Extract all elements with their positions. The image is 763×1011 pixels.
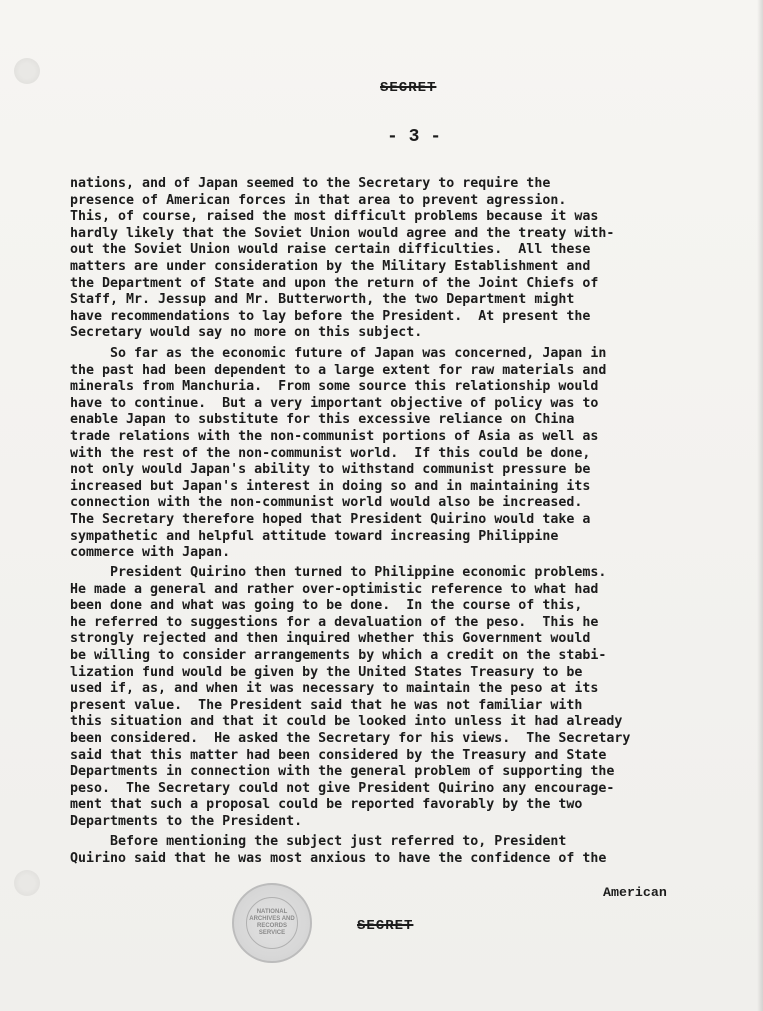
page-number: - 3 - bbox=[387, 127, 442, 147]
archives-stamp-text: NATIONAL ARCHIVES AND RECORDS SERVICE bbox=[246, 897, 298, 949]
classification-bottom: SECRET bbox=[357, 918, 414, 934]
paragraph-2: So far as the economic future of Japan was concerned, Japan in the past had been dependent to a large extent for raw materials and minerals from Manchuria. From some source this relationship would have to continue. But a very important objective of policy was to enable Japan to substitute for this excessive reliance on China trade relations with the non-communist portions of Asia as well as with the rest of the non-communist world. If this could be done, not only would Japan's ability to withstand communist pressure be increased but Japan's interest in doing so and in maintaining its connection with the non-communist world would also be increased. The Secretary therefore hoped that President Quirino would take a sympathetic and helpful attitude toward increasing Philippine commerce with Japan. bbox=[70, 346, 607, 561]
paragraph-3: President Quirino then turned to Philippine economic problems. He made a general and rather over-optimistic reference to what had been done and what was going to be done. In the course of this, he referred to suggestions for a devaluation of the peso. This he strongly rejected and then inquired whether this Government would be willing to consider arrangements by which a credit on the stabi- lization fund would be given by the United States Treasury to be used if, as, and when it was necessary to maintain the peso at its present value. The President said that he was not familiar with this situation and that it could be looked into unless it had already been considered. He asked the Secretary for his views. The Secretary said that this matter had been considered by the Treasury and State Departments in connection with the general problem of supporting the peso. The Secretary could not give President Quirino any encourage- ment that such a proposal could be reported favorably by the two Departments to the President. bbox=[70, 565, 631, 829]
archives-stamp bbox=[232, 883, 312, 963]
punch-hole-mark bbox=[14, 870, 40, 896]
classification-top: SECRET bbox=[380, 80, 437, 96]
punch-hole-mark bbox=[14, 58, 40, 84]
paragraph-4: Before mentioning the subject just referred to, President Quirino said that he was most anxious to have the confidence of the bbox=[70, 834, 607, 866]
paragraph-1: nations, and of Japan seemed to the Secretary to require the presence of American forces in that area to prevent agression. This, of course, raised the most difficult problems because it was hardly likely that the Soviet Union would agree and the treaty with- out the Soviet Union would raise certain difficulties. All these matters are under consideration by the Military Establishment and the Department of State and upon the return of the Joint Chiefs of Staff, Mr. Jessup and Mr. Butterworth, the two Department might have recommendations to lay before the President. At present the Secretary would say no more on this subject. bbox=[70, 176, 615, 341]
catchword: American bbox=[603, 885, 667, 900]
page-edge-shadow bbox=[757, 0, 763, 1011]
